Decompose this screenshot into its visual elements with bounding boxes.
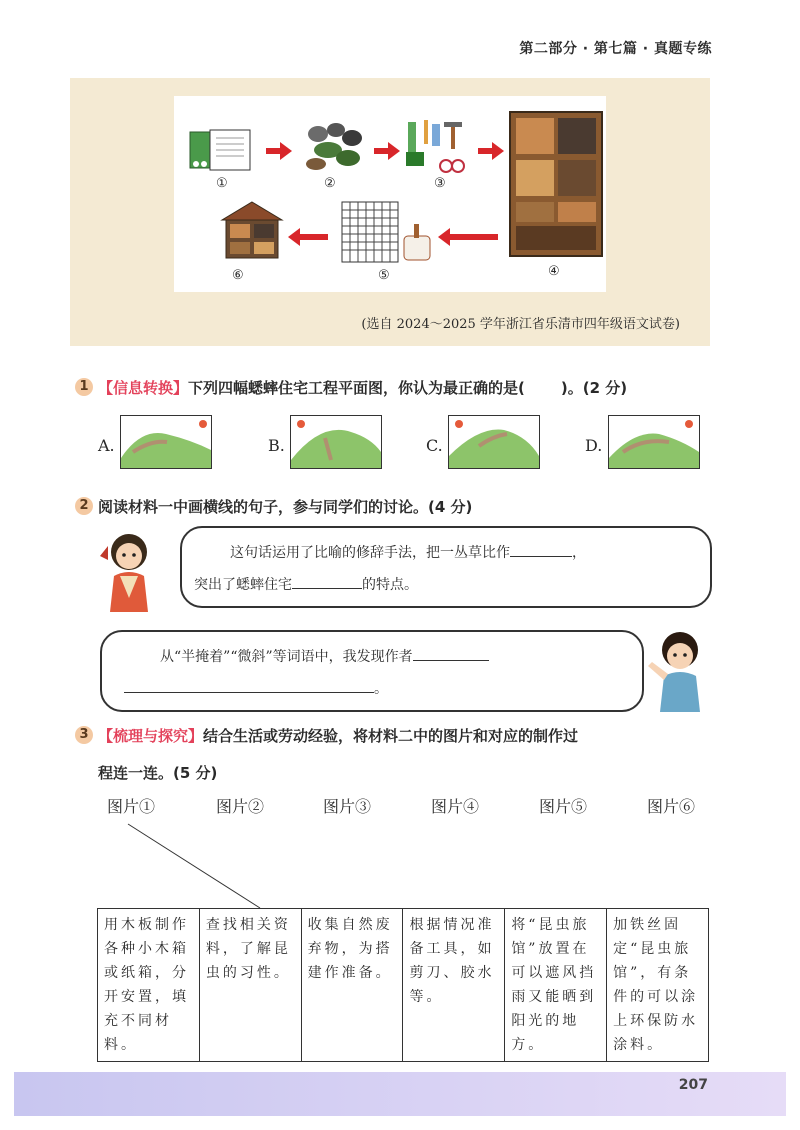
question-3-stem: 结合生活或劳动经验，将材料二中的图片和对应的制作过 — [203, 727, 579, 745]
tools-illustration — [402, 118, 472, 178]
option-d-label: D. — [585, 436, 603, 455]
process-cell-6[interactable]: 加铁丝固定“昆虫旅馆”，有条件的可以涂上环保防水涂料。 — [607, 909, 709, 1062]
step-number-4: ④ — [548, 264, 560, 279]
material-source: (选自 2024～2025 学年浙江省乐清市四年级语文试卷) — [361, 317, 680, 332]
option-a-plan[interactable] — [120, 415, 212, 469]
process-cell-2[interactable]: 查找相关资料，了解昆虫的习性。 — [199, 909, 301, 1062]
question-3-number: 3 — [75, 726, 93, 744]
wire-mesh-glue-illustration — [338, 198, 438, 270]
insect-hotel-cabinet-illustration — [508, 110, 604, 260]
blank-feature[interactable] — [292, 588, 362, 589]
question-1-tag: 【信息转换】 — [98, 379, 189, 397]
process-cell-4[interactable]: 根据情况准备工具，如剪刀、胶水等。 — [403, 909, 505, 1062]
finished-insect-hotel-illustration — [220, 200, 284, 262]
arrow-3-to-4 — [478, 148, 494, 154]
question-1-stem-end: )。(2 分) — [560, 379, 628, 397]
speech-bubble-boy — [100, 630, 644, 712]
step-number-3: ③ — [434, 176, 446, 191]
speech-bubble-girl — [180, 526, 712, 608]
picture-label-2[interactable]: 图片② — [216, 797, 265, 816]
option-b-plan[interactable] — [290, 415, 382, 469]
question-1-text — [98, 377, 627, 398]
step-number-2: ② — [324, 176, 336, 191]
picture-label-3[interactable]: 图片③ — [323, 797, 372, 816]
question-3-text-line2: 程连一连。(5 分) — [98, 764, 218, 782]
step-number-6: ⑥ — [232, 268, 244, 283]
bubble2-line1: 从“半掩着”“微斜”等词语中，我发现作者 — [160, 646, 489, 666]
blank-author-observation-2[interactable] — [124, 692, 374, 693]
step-number-1: ① — [216, 176, 228, 191]
footer-band — [14, 1072, 786, 1116]
question-2-text: 阅读材料一中画横线的句子，参与同学们的讨论。(4 分) — [98, 498, 473, 516]
page-number: 207 — [678, 1077, 708, 1093]
process-cell-3[interactable]: 收集自然废弃物，为搭建作准备。 — [301, 909, 403, 1062]
running-header: 第二部分 · 第七篇 · 真题专练 — [519, 41, 712, 57]
picture-label-5[interactable]: 图片⑤ — [539, 797, 588, 816]
question-2-number: 2 — [75, 497, 93, 515]
step-number-5: ⑤ — [378, 268, 390, 283]
bubble1-line2: 突出了蟋蟀住宅 的特点。 — [194, 577, 418, 593]
natural-materials-illustration — [298, 120, 368, 178]
material-panel — [70, 78, 710, 346]
question-3-tag: 【梳理与探究】 — [98, 727, 204, 745]
picture-label-6[interactable]: 图片⑥ — [647, 797, 696, 816]
option-d-plan[interactable] — [608, 415, 700, 469]
boy-avatar — [644, 626, 714, 712]
blank-metaphor[interactable] — [510, 556, 572, 557]
option-a-label: A. — [98, 436, 115, 455]
arrow-2-to-3 — [374, 148, 390, 154]
steps-illustration — [174, 96, 606, 292]
option-c-label: C. — [426, 436, 443, 455]
bubble1-line1: 这句话运用了比喻的修辞手法，把一丛草比作 ， — [230, 545, 586, 561]
example-connector-line — [120, 820, 270, 912]
girl-avatar — [96, 528, 162, 612]
blank-author-observation[interactable] — [413, 660, 489, 661]
question-1-stem: 下列四幅蟋蟀住宅工程平面图，你认为最正确的是( — [188, 379, 525, 397]
bubble2-line2: 。 — [124, 678, 388, 698]
arrow-1-to-2 — [266, 148, 282, 154]
option-b-label: B. — [268, 436, 285, 455]
process-table — [97, 908, 709, 1062]
arrow-5-to-6 — [298, 234, 328, 240]
arrow-4-to-5 — [448, 234, 498, 240]
process-cell-1[interactable]: 用木板制作各种小木箱或纸箱，分开安置，填充不同材料。 — [98, 909, 200, 1062]
question-1-number: 1 — [75, 378, 93, 396]
picture-label-4[interactable]: 图片④ — [431, 797, 480, 816]
question-3-text — [98, 725, 578, 746]
option-c-plan[interactable] — [448, 415, 540, 469]
picture-label-1[interactable]: 图片① — [107, 797, 156, 816]
book-illustration — [188, 126, 252, 174]
process-cell-5[interactable]: 将“昆虫旅馆”放置在可以遮风挡雨又能晒到阳光的地方。 — [505, 909, 607, 1062]
